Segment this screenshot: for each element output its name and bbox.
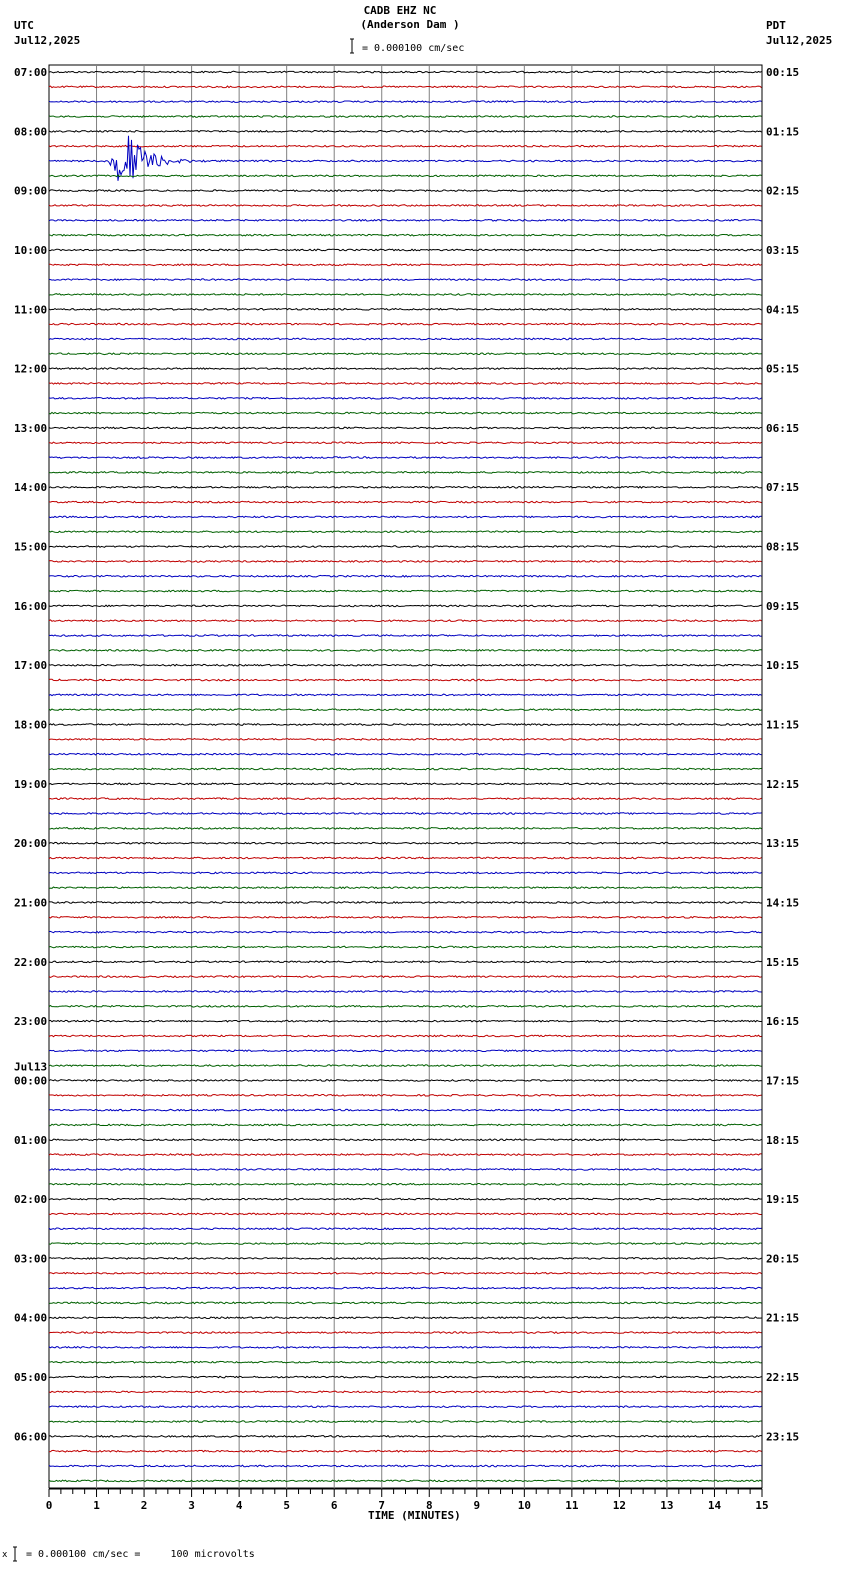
seismic-trace: [49, 1095, 762, 1097]
seismic-trace: [49, 175, 762, 177]
seismic-trace: [49, 1421, 762, 1423]
seismic-trace: [49, 323, 762, 325]
seismic-trace: [49, 353, 762, 355]
seismic-trace: [49, 1020, 762, 1022]
seismic-trace: [49, 190, 762, 192]
utc-time-label: 05:00: [14, 1371, 48, 1385]
utc-time-label: 06:00: [14, 1430, 48, 1444]
seismic-trace: [49, 546, 762, 548]
seismic-trace: [49, 264, 762, 266]
seismic-trace: [49, 813, 762, 815]
pdt-time-label: 15:15: [766, 955, 800, 969]
footer-scale-bar-icon: [13, 1547, 17, 1561]
seismic-trace: [49, 575, 762, 577]
right-timezone: PDT: [766, 19, 786, 32]
pdt-time-label: 03:15: [766, 243, 800, 257]
seismic-trace: [49, 798, 762, 800]
footer-scale-note: = 0.000100 cm/sec = 100 microvolts: [26, 1549, 255, 1560]
station-location: (Anderson Dam ): [360, 18, 460, 31]
left-timezone: UTC: [14, 19, 34, 32]
x-tick-label: 15: [755, 1499, 769, 1512]
seismic-trace: [49, 1436, 762, 1438]
utc-time-label: 10:00: [14, 243, 48, 257]
seismic-trace: [49, 664, 762, 666]
seismic-trace: [49, 136, 762, 181]
seismic-trace: [49, 205, 762, 207]
plot-frame: [49, 65, 762, 1488]
utc-time-label: 12:00: [14, 362, 48, 376]
seismic-trace: [49, 279, 762, 281]
seismic-trace: [49, 249, 762, 251]
seismic-trace: [49, 472, 762, 474]
pdt-time-label: 22:15: [766, 1371, 800, 1385]
seismic-trace: [49, 694, 762, 696]
seismic-trace: [49, 1139, 762, 1141]
seismic-trace: [49, 620, 762, 622]
x-tick-label: 1: [93, 1499, 100, 1512]
seismic-trace: [49, 1243, 762, 1245]
utc-time-label: 17:00: [14, 659, 48, 673]
x-tick-label: 7: [378, 1499, 386, 1512]
x-axis-title: TIME (MINUTES): [368, 1509, 461, 1522]
seismic-trace: [49, 1198, 762, 1200]
seismic-trace: [49, 1302, 762, 1304]
pdt-time-label: 06:15: [766, 421, 800, 435]
seismic-trace: [49, 116, 762, 118]
seismic-trace: [49, 1332, 762, 1334]
pdt-time-label: 12:15: [766, 777, 800, 791]
seismic-trace: [49, 220, 762, 222]
x-tick-label: 9: [473, 1499, 481, 1512]
pdt-time-label: 05:15: [766, 362, 800, 376]
seismic-trace: [49, 338, 762, 340]
utc-time-label: 20:00: [14, 837, 48, 851]
seismic-trace: [49, 650, 762, 652]
scale-bar-icon: [350, 39, 354, 53]
x-tick-label: 14: [707, 1499, 722, 1512]
seismic-trace: [49, 724, 762, 726]
pdt-time-label: 07:15: [766, 481, 800, 495]
seismic-trace: [49, 1480, 762, 1482]
utc-time-label: 07:00: [14, 66, 48, 79]
utc-time-label: 21:00: [14, 896, 48, 910]
seismic-trace: [49, 1317, 762, 1319]
seismic-trace: [49, 931, 762, 933]
utc-time-label: 14:00: [14, 481, 48, 495]
right-date: Jul12,2025: [766, 34, 833, 47]
x-tick-label: 5: [283, 1499, 290, 1512]
seismic-trace: [49, 427, 762, 429]
utc-time-label: 16:00: [14, 599, 48, 613]
seismic-trace: [49, 1154, 762, 1156]
pdt-time-label: 18:15: [766, 1133, 800, 1147]
x-tick-label: 0: [45, 1499, 53, 1512]
seismic-trace: [49, 1376, 762, 1378]
seismic-trace: [49, 1184, 762, 1186]
seismic-trace: [49, 887, 762, 889]
utc-time-label: 00:00: [14, 1074, 48, 1088]
seismic-trace: [49, 1391, 762, 1393]
x-tick-label: 10: [517, 1499, 531, 1512]
seismic-trace: [49, 842, 762, 844]
pdt-time-label: 02:15: [766, 184, 800, 198]
seismic-trace: [49, 1406, 762, 1408]
x-tick-label: 6: [330, 1499, 338, 1512]
x-tick-label: 3: [188, 1499, 195, 1512]
seismic-trace: [49, 635, 762, 637]
utc-time-label: 04:00: [14, 1311, 48, 1325]
seismic-trace: [49, 101, 762, 103]
seismic-trace: [49, 398, 762, 400]
pdt-time-label: 16:15: [766, 1015, 800, 1029]
seismic-trace: [49, 976, 762, 978]
utc-time-label: 03:00: [14, 1252, 48, 1266]
utc-time-label: 02:00: [14, 1193, 48, 1207]
seismic-trace: [49, 561, 762, 563]
utc-time-label: 19:00: [14, 777, 48, 791]
pdt-time-label: 08:15: [766, 540, 800, 554]
pdt-time-label: 23:15: [766, 1430, 800, 1444]
seismic-trace: [49, 1213, 762, 1215]
seismic-trace: [49, 872, 762, 874]
seismic-trace: [49, 1050, 762, 1052]
station-title: CADB EHZ NC: [363, 4, 437, 17]
x-tick-label: 13: [660, 1499, 674, 1512]
seismic-trace: [49, 961, 762, 963]
pdt-time-label: 17:15: [766, 1074, 800, 1088]
seismic-trace: [49, 1450, 762, 1452]
seismic-trace: [49, 531, 762, 533]
seismic-trace: [49, 1465, 762, 1467]
seismic-trace: [49, 709, 762, 711]
seismic-trace: [49, 501, 762, 503]
x-tick-label: 8: [425, 1499, 433, 1512]
seismic-trace: [49, 1065, 762, 1067]
seismic-trace: [49, 486, 762, 488]
seismic-trace: [49, 294, 762, 296]
seismic-trace: [49, 857, 762, 859]
utc-time-label: 22:00: [14, 955, 48, 969]
x-tick-label: 4: [235, 1499, 243, 1512]
seismic-trace: [49, 1228, 762, 1230]
pdt-time-label: 04:15: [766, 303, 800, 317]
pdt-time-label: 13:15: [766, 837, 800, 851]
seismic-trace: [49, 1006, 762, 1008]
x-tick-label: 12: [612, 1499, 627, 1512]
utc-time-label: 15:00: [14, 540, 48, 554]
scale-label: = 0.000100 cm/sec: [362, 43, 465, 54]
utc-date-label: Jul13: [14, 1060, 48, 1074]
pdt-time-label: 14:15: [766, 896, 800, 910]
utc-time-label: 11:00: [14, 303, 48, 317]
seismic-trace: [49, 71, 762, 73]
seismic-trace: [49, 991, 762, 993]
seismic-trace: [49, 1347, 762, 1349]
seismic-trace: [49, 234, 762, 236]
seismic-trace: [49, 1035, 762, 1037]
seismic-trace: [49, 605, 762, 607]
seismic-trace: [49, 1287, 762, 1289]
pdt-time-label: 10:15: [766, 659, 800, 673]
seismic-trace: [49, 902, 762, 904]
utc-time-label: 23:00: [14, 1015, 48, 1029]
seismic-trace: [49, 516, 762, 518]
utc-time-label: 09:00: [14, 184, 48, 198]
seismic-trace: [49, 131, 762, 133]
seismic-trace: [49, 828, 762, 830]
seismic-trace: [49, 412, 762, 414]
seismic-trace: [49, 946, 762, 948]
seismic-trace: [49, 1124, 762, 1126]
utc-time-label: 08:00: [14, 125, 48, 139]
utc-time-label: 18:00: [14, 718, 48, 732]
seismic-trace: [49, 86, 762, 88]
seismic-trace: [49, 457, 762, 459]
seismic-trace: [49, 1258, 762, 1260]
seismic-trace: [49, 1169, 762, 1171]
seismic-trace: [49, 783, 762, 785]
seismic-trace: [49, 679, 762, 681]
pdt-time-label: 11:15: [766, 718, 800, 732]
x-tick-label: 11: [565, 1499, 579, 1512]
seismic-trace: [49, 753, 762, 755]
seismic-trace: [49, 145, 762, 147]
seismic-trace: [49, 1109, 762, 1111]
seismic-trace: [49, 768, 762, 770]
seismic-trace: [49, 368, 762, 370]
seismic-trace: [49, 383, 762, 385]
pdt-time-label: 21:15: [766, 1311, 800, 1325]
seismic-trace: [49, 590, 762, 592]
pdt-time-label: 19:15: [766, 1193, 800, 1207]
seismic-trace: [49, 1361, 762, 1363]
pdt-time-label: 09:15: [766, 599, 800, 613]
pdt-time-label: 00:15: [766, 66, 800, 79]
seismic-trace: [49, 739, 762, 741]
left-date: Jul12,2025: [14, 34, 81, 47]
seismic-trace: [49, 442, 762, 444]
utc-time-label: 13:00: [14, 421, 48, 435]
seismic-trace: [49, 309, 762, 311]
utc-time-label: 01:00: [14, 1133, 48, 1147]
seismic-trace: [49, 917, 762, 919]
x-tick-label: 2: [140, 1499, 148, 1512]
seismic-trace: [49, 1272, 762, 1274]
seismic-trace: [49, 1080, 762, 1082]
footer-marker: x: [2, 1550, 8, 1560]
pdt-time-label: 01:15: [766, 125, 800, 139]
pdt-time-label: 20:15: [766, 1252, 800, 1266]
